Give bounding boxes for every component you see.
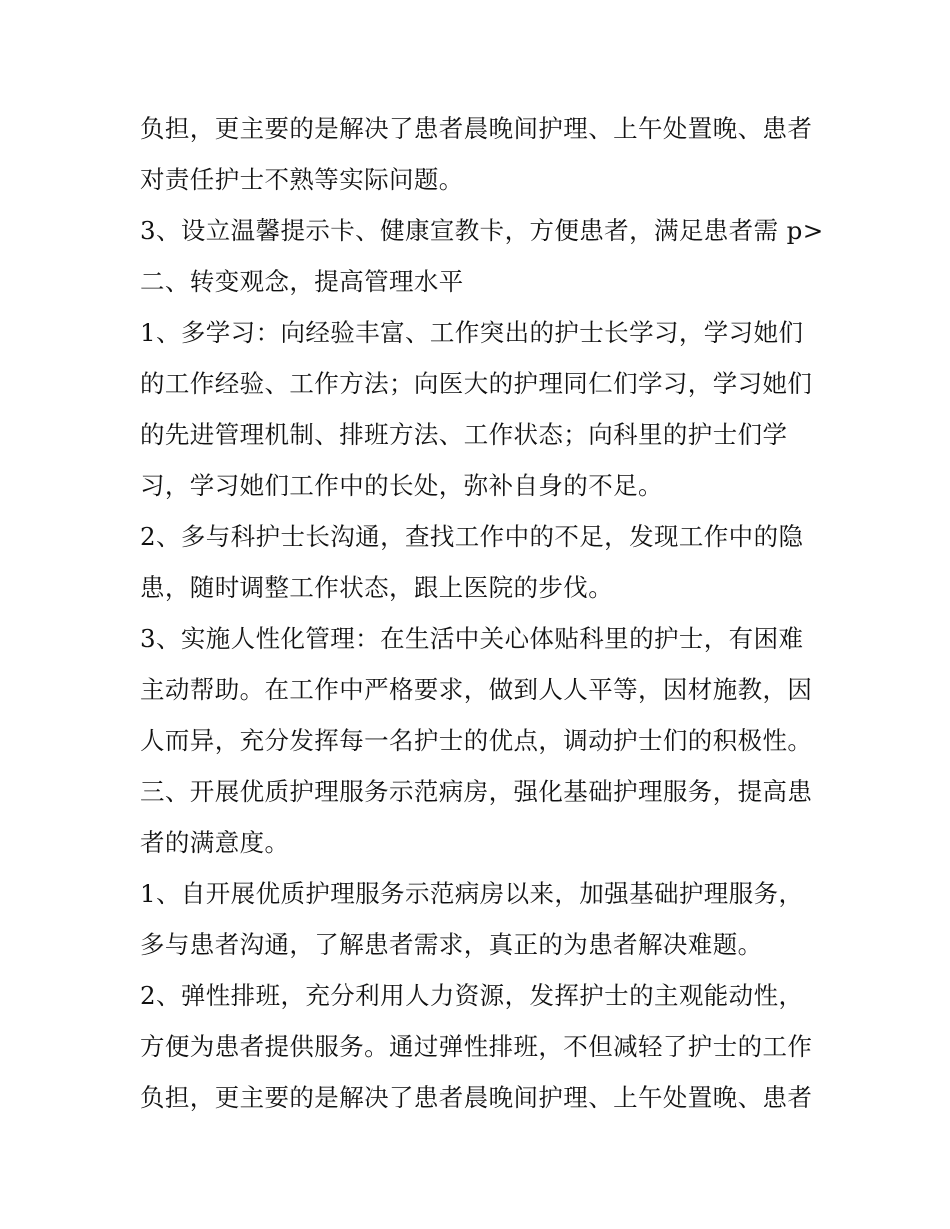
text-line: 者的满意度。	[140, 828, 290, 857]
text-line: 1、自开展优质护理服务示范病房以来，加强基础护理服务，	[140, 879, 804, 908]
text-line: 负担，更主要的是解决了患者晨晚间护理、上午处置晚、患者	[140, 114, 813, 143]
text-line: 习，学习她们工作中的长处，弥补自身的不足。	[140, 471, 663, 500]
text-line: 方便为患者提供服务。通过弹性排班，不但减轻了护士的工作	[140, 1032, 813, 1061]
text-line: 负担，更主要的是解决了患者晨晚间护理、上午处置晚、患者	[140, 1083, 813, 1112]
text-line: 2、多与科护士长沟通，查找工作中的不足，发现工作中的隐	[140, 522, 804, 551]
text-line: 人而异，充分发挥每一名护士的优点，调动护士们的积极性。	[140, 726, 813, 755]
text-line: 多与患者沟通，了解患者需求，真正的为患者解决难题。	[140, 930, 763, 959]
section-heading: 三、开展优质护理服务示范病房，强化基础护理服务，提高患	[140, 777, 813, 806]
text-line: 2、弹性排班，充分利用人力资源，发挥护士的主观能动性，	[140, 981, 804, 1010]
text-line: 1、多学习：向经验丰富、工作突出的护士长学习，学习她们	[140, 318, 804, 347]
text-line: 3、实施人性化管理：在生活中关心体贴科里的护士，有困难	[140, 624, 804, 653]
text-line: 对责任护士不熟等实际问题。	[140, 165, 464, 194]
section-heading: 二、转变观念，提高管理水平	[140, 267, 464, 296]
text-line: 的先进管理机制、排班方法、工作状态；向科里的护士们学	[140, 420, 788, 449]
text-line: 患，随时调整工作状态，跟上医院的步伐。	[140, 573, 614, 602]
text-line: 的工作经验、工作方法；向医大的护理同仁们学习，学习她们	[140, 369, 813, 398]
text-line: 3、设立温馨提示卡、健康宣教卡，方便患者，满足患者需 p>	[140, 216, 824, 245]
text-line: 主动帮助。在工作中严格要求，做到人人平等，因材施教，因	[140, 675, 813, 704]
